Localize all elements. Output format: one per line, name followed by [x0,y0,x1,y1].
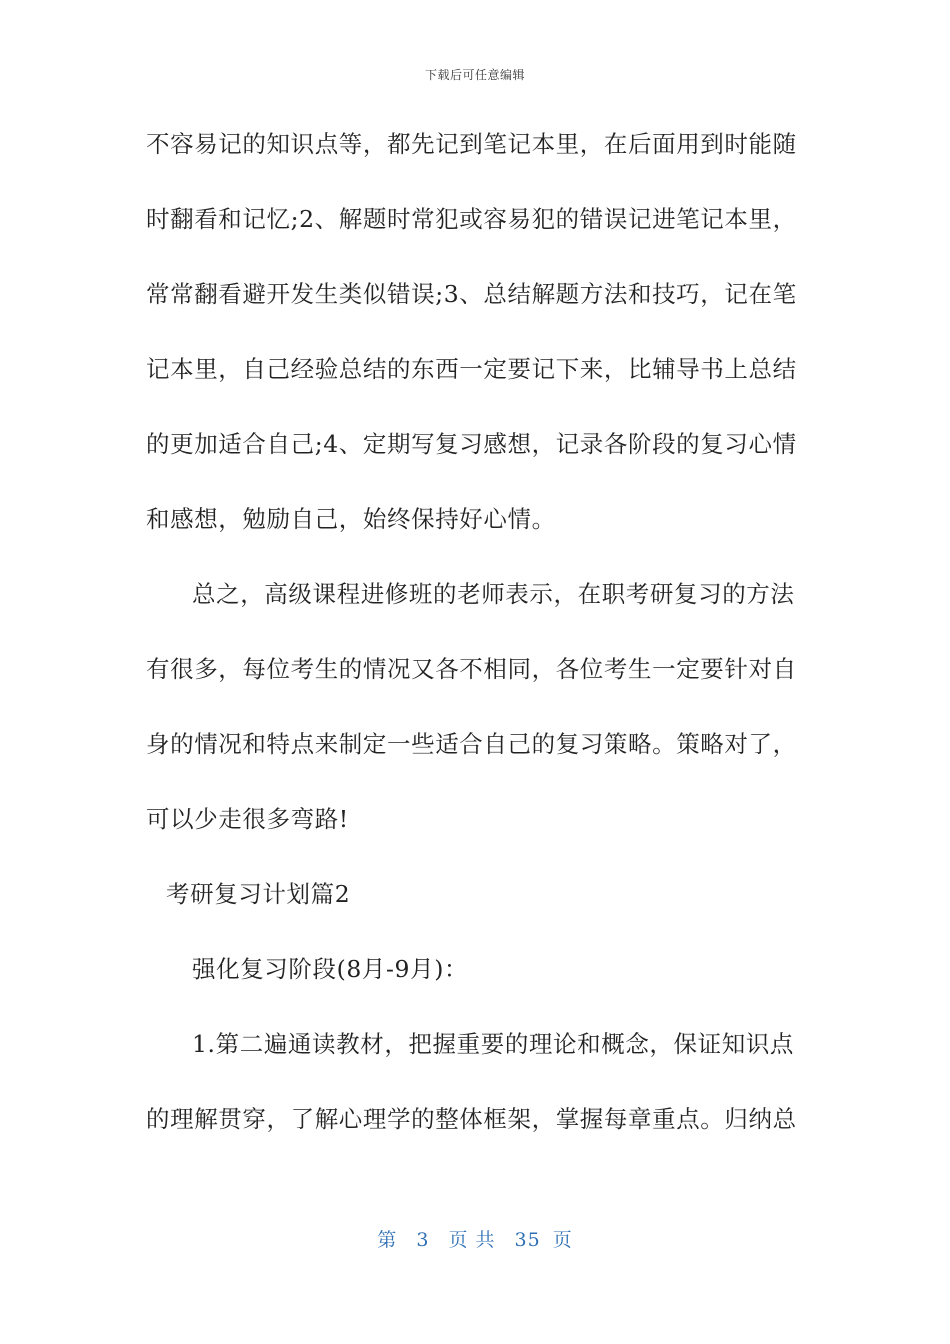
page-footer [0,1225,950,1252]
footer-middle: 页 共 [448,1229,496,1251]
current-page-number: 3 [416,1229,430,1251]
text-line: 记本里，自己经验总结的东西一定要记下来，比辅导书上总结 [146,355,797,383]
document-body [146,118,806,1168]
total-pages: 35 [514,1229,541,1251]
page-header: 下载后可任意编辑 [424,68,525,82]
footer-prefix: 第 [377,1229,398,1251]
section-heading: 考研复习计划篇2 [166,880,351,908]
text-line: 身的情况和特点来制定一些适合自己的复习策略。策略对了， [146,730,797,758]
text-line: 和感想，勉励自己，始终保持好心情。 [146,505,556,533]
text-line: 的理解贯穿，了解心理学的整体框架，掌握每章重点。归纳总 [146,1105,797,1133]
footer-suffix: 页 [552,1229,573,1251]
text-line: 时翻看和记忆;2、解题时常犯或容易犯的错误记进笔记本里， [146,205,797,233]
text-line: 不容易记的知识点等，都先记到笔记本里，在后面用到时能随 [146,130,797,158]
paragraph-start-line: 总之，高级课程进修班的老师表示，在职考研复习的方法 [192,580,795,608]
text-line: 常常翻看避开发生类似错误;3、总结解题方法和技巧，记在笔 [146,280,797,308]
paragraph-start-line: 1.第二遍通读教材，把握重要的理论和概念，保证知识点 [192,1030,795,1058]
text-line: 可以少走很多弯路! [146,805,349,833]
text-line: 的更加适合自己;4、定期写复习感想，记录各阶段的复习心情 [146,430,797,458]
text-line: 有很多，每位考生的情况又各不相同，各位考生一定要针对自 [146,655,797,683]
subsection-heading: 强化复习阶段(8月-9月)： [192,955,469,983]
